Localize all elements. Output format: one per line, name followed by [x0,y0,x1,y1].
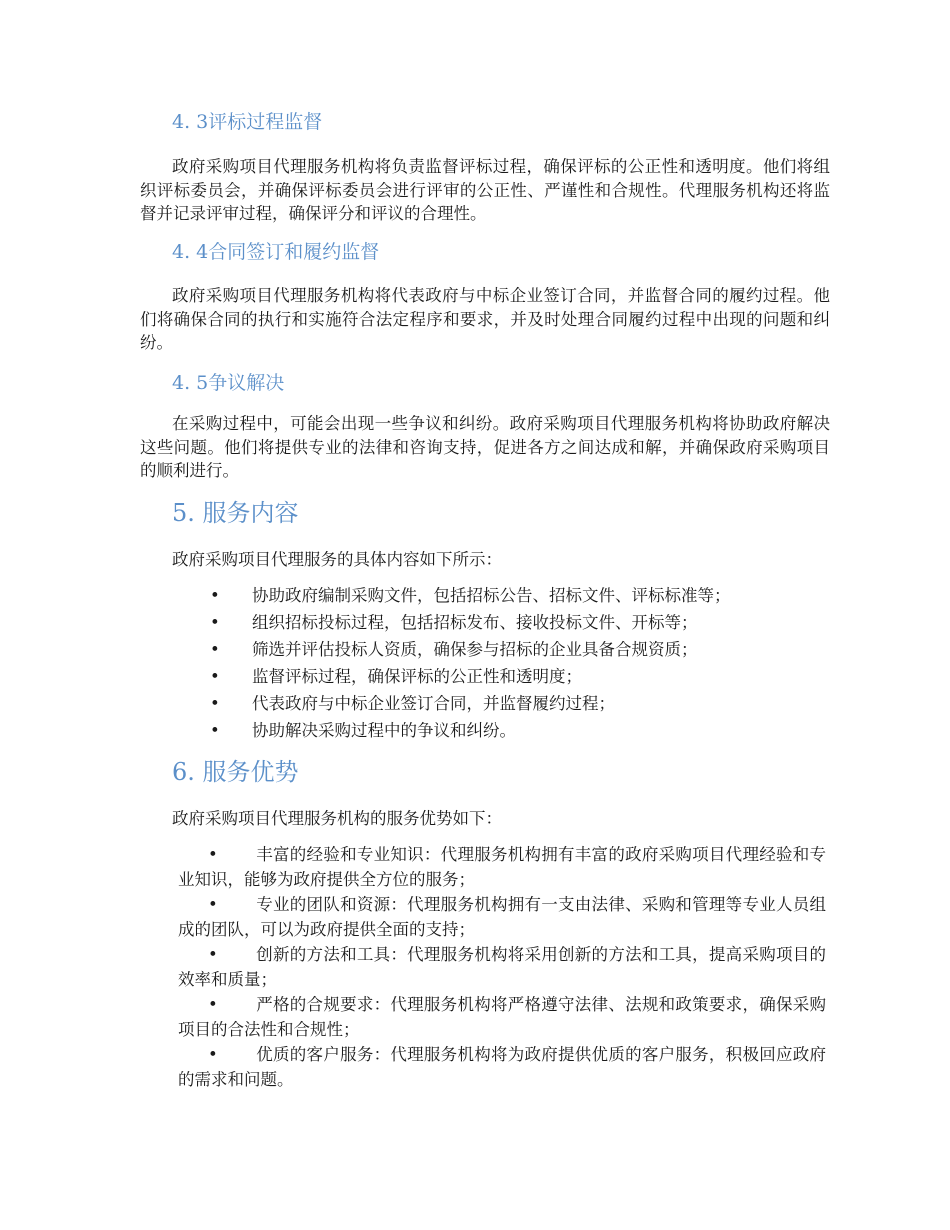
list-item [178,992,826,1042]
section-heading-5: 5. 服务内容 [172,499,299,527]
section-paragraph-4-3: 政府采购项目代理服务机构将负责监督评标过程，确保评标的公正性和透明度。他们将组织评标委员会，并确保评标委员会进行评审的公正性、严谨性和合规性。代理服务机构还将监督并记录评审过程，确保评分和评议的合理性。 [140,157,830,223]
list-item-text: 筛选并评估投标人资质，确保参与招标的企业具备合规资质； [252,640,698,659]
section-paragraph-4-4: 政府采购项目代理服务机构将代表政府与中标企业签订合同，并监督合同的履约过程。他们将确保合同的执行和实施符合法定程序和要求，并及时处理合同履约过程中出现的问题和纠纷。 [140,286,830,352]
section-intro-6: 政府采购项目代理服务机构的服务优势如下： [172,809,502,828]
list-item-text: 丰富的经验和专业知识：代理服务机构拥有丰富的政府采购项目代理经验和专业知识，能够为政府提供全方位的服务； [178,845,826,889]
section-intro-5: 政府采购项目代理服务的具体内容如下所示： [172,550,502,569]
section-heading-4-5: 4. 5争议解决 [172,372,285,394]
list-item [178,1042,826,1092]
bullet-icon: • [210,694,220,713]
section-heading-4-3: 4. 3评标过程监督 [172,111,323,133]
bullet-icon: • [208,845,218,864]
list-item [200,636,731,663]
list-item-text: 严格的合规要求：代理服务机构将严格遵守法律、法规和政策要求，确保采购项目的合法性和合规性； [178,995,826,1039]
list-item-text: 监督评标过程，确保评标的公正性和透明度； [252,667,582,686]
service-advantage-list [178,842,826,1092]
section-heading-6: 6. 服务优势 [172,758,299,786]
section-paragraph-4-5: 在采购过程中，可能会出现一些争议和纠纷。政府采购项目代理服务机构将协助政府解决这些问题。他们将提供专业的法律和咨询支持，促进各方之间达成和解，并确保政府采购项目的顺利进行。 [140,414,830,480]
list-item-text: 组织招标投标过程，包括招标发布、接收投标文件、开标等； [252,613,698,632]
bullet-icon: • [210,586,220,605]
list-item [200,582,731,609]
list-item-text: 代表政府与中标企业签订合同，并监督履约过程； [252,694,615,713]
bullet-icon: • [208,1045,218,1064]
list-item [178,892,826,942]
list-item-text: 优质的客户服务：代理服务机构将为政府提供优质的客户服务，积极回应政府的需求和问题。 [178,1045,826,1089]
bullet-icon: • [210,721,220,740]
bullet-icon: • [210,667,220,686]
section-heading-4-4: 4. 4合同签订和履约监督 [172,241,380,263]
bullet-icon: • [210,613,220,632]
list-item [200,717,731,744]
list-item [200,663,731,690]
bullet-icon: • [210,640,220,659]
service-content-list [200,582,731,744]
list-item [178,942,826,992]
list-item [200,609,731,636]
list-item [178,842,826,892]
list-item-text: 协助解决采购过程中的争议和纠纷。 [252,721,516,740]
list-item-text: 专业的团队和资源：代理服务机构拥有一支由法律、采购和管理等专业人员组成的团队，可以为政府提供全面的支持； [178,895,826,939]
list-item-text: 创新的方法和工具：代理服务机构将采用创新的方法和工具，提高采购项目的效率和质量； [178,945,826,989]
list-item [200,690,731,717]
bullet-icon: • [208,945,218,964]
list-item-text: 协助政府编制采购文件，包括招标公告、招标文件、评标标准等； [252,586,731,605]
bullet-icon: • [208,995,218,1014]
bullet-icon: • [208,895,218,914]
